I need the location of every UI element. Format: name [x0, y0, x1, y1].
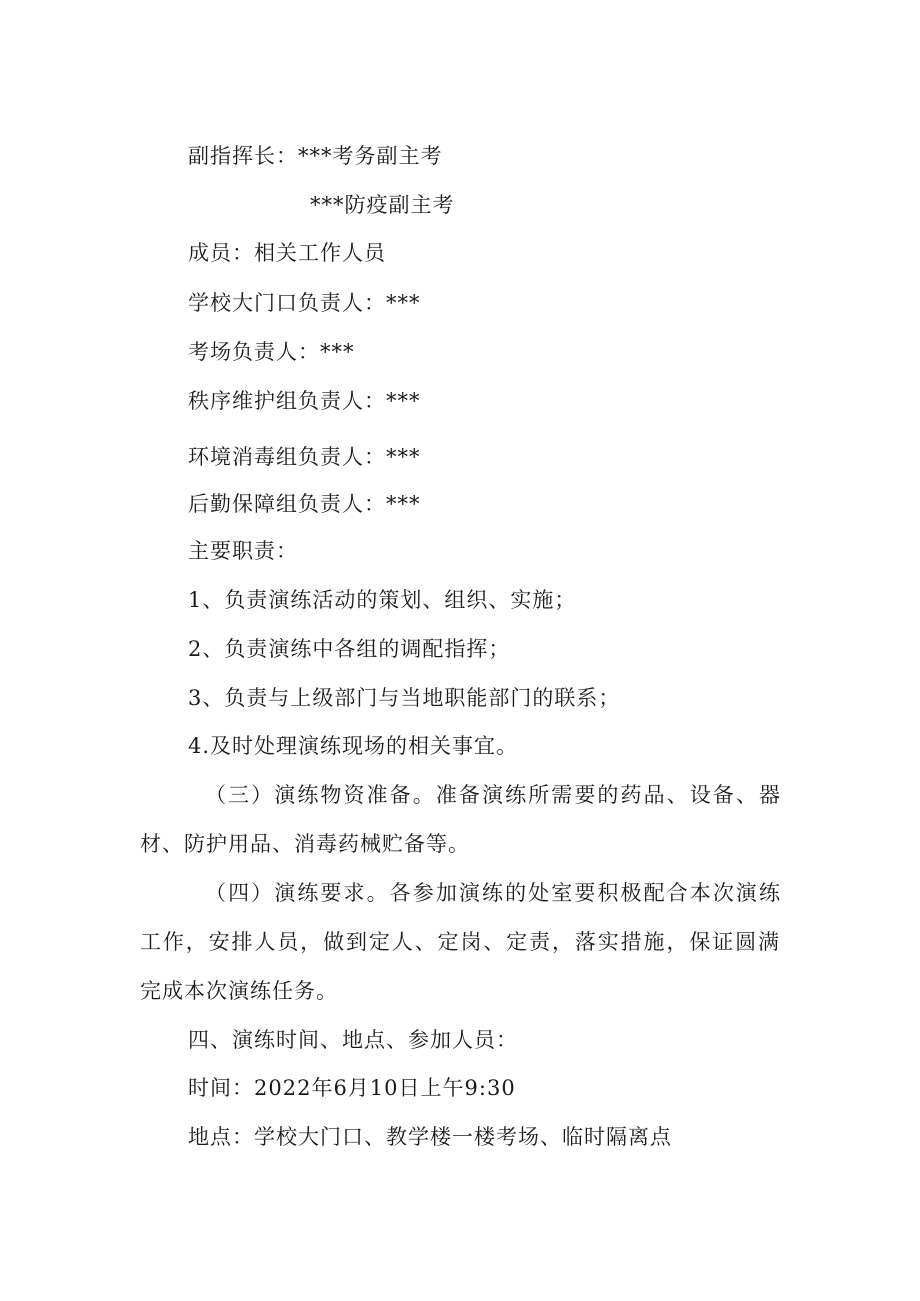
section3-line-1: （三）演练物资准备。准备演练所需要的药品、设备、器 [205, 783, 781, 807]
place-line: 地点：学校大门口、教学楼一楼考场、临时隔离点 [188, 1125, 672, 1149]
section4-line-1: （四）演练要求。各参加演练的处室要积极配合本次演练 [205, 881, 781, 905]
gate-lead-line: 学校大门口负责人：*** [188, 291, 421, 315]
section4-line-3: 完成本次演练任务。 [140, 979, 338, 1003]
duty-item-3: 3、负责与上级部门与当地职能部门的联系； [188, 686, 621, 710]
deputy-commander-line: 副指挥长：***考务副主考 [188, 144, 443, 168]
members-line: 成员：相关工作人员 [188, 241, 386, 265]
time-line: 时间：2022年6月10日上午9:30 [188, 1076, 516, 1100]
time-place-heading: 四、演练时间、地点、参加人员： [188, 1028, 518, 1052]
exam-room-lead-line: 考场负责人：*** [188, 340, 355, 364]
duties-heading: 主要职责： [188, 539, 298, 563]
duty-item-1: 1、负责演练活动的策划、组织、实施； [188, 588, 577, 612]
duty-item-2: 2、负责演练中各组的调配指挥； [188, 637, 511, 661]
duty-item-4: 4.及时处理演练现场的相关事宜。 [188, 734, 519, 758]
disinfection-group-lead-line: 环境消毒组负责人：*** [188, 445, 421, 469]
deputy-commander-line-2: ***防疫副主考 [310, 193, 455, 217]
logistics-group-lead-line: 后勤保障组负责人：*** [188, 492, 421, 516]
order-group-lead-line: 秩序维护组负责人：*** [188, 389, 421, 413]
section4-line-2: 工作，安排人员，做到定人、定岗、定责，落实措施，保证圆满 [140, 930, 780, 954]
section3-line-2: 材、防护用品、消毒药械贮备等。 [140, 832, 470, 856]
